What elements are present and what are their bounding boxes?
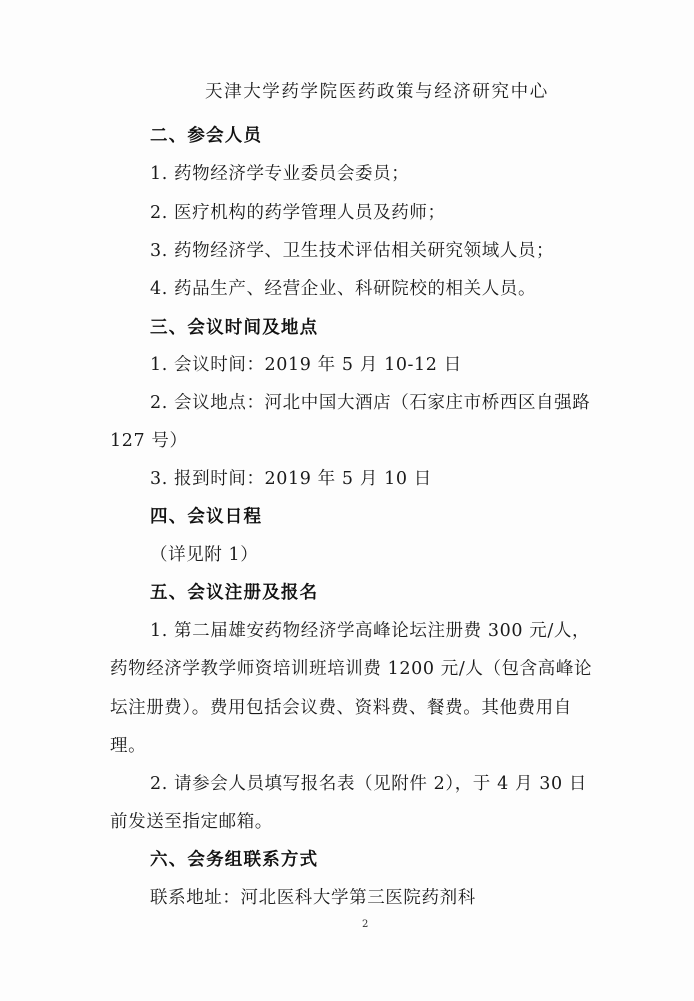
contact-address: 联系地址：河北医科大学第三医院药剂科 [150,888,476,908]
attendee-line-2: 2. 医疗机构的药学管理人员及药师； [150,203,446,223]
page-number: 2 [362,919,369,930]
checkin-time: 3. 报到时间：2019 年 5 月 10 日 [150,469,432,489]
attendee-line-4: 4. 药品生产、经营企业、科研院校的相关人员。 [150,279,537,299]
registration-line-3: 坛注册费）。费用包括会议费、资料费、餐费。其他费用自 [110,698,572,718]
header-org: 天津大学药学院医药政策与经济研究中心 [205,82,549,102]
meeting-place-cont: 127 号） [110,431,188,451]
attendee-line-1: 1. 药物经济学专业委员会委员； [150,164,410,184]
registration-line-4: 理。 [110,736,147,756]
meeting-time: 1. 会议时间：2019 年 5 月 10-12 日 [150,355,462,375]
registration-line-6: 前发送至指定邮箱。 [110,812,273,832]
schedule-note: （详见附 1） [150,545,259,565]
meeting-place: 2. 会议地点：河北中国大酒店（石家庄市桥西区自强路 [150,393,591,413]
registration-line-2: 药物经济学教学师资培训班培训费 1200 元/人（包含高峰论 [110,659,593,679]
section-heading-registration: 五、会议注册及报名 [150,583,319,603]
section-heading-contact: 六、会务组联系方式 [150,850,319,870]
registration-line-5: 2. 请参会人员填写报名表（见附件 2），于 4 月 30 日 [150,774,587,794]
section-heading-time-place: 三、会议时间及地点 [150,318,319,338]
section-heading-schedule: 四、会议日程 [150,507,263,527]
section-heading-attendees: 二、参会人员 [150,126,263,146]
registration-line-1: 1. 第二届雄安药物经济学高峰论坛注册费 300 元/人， [150,621,591,641]
attendee-line-3: 3. 药物经济学、卫生技术评估相关研究领域人员； [150,241,555,261]
